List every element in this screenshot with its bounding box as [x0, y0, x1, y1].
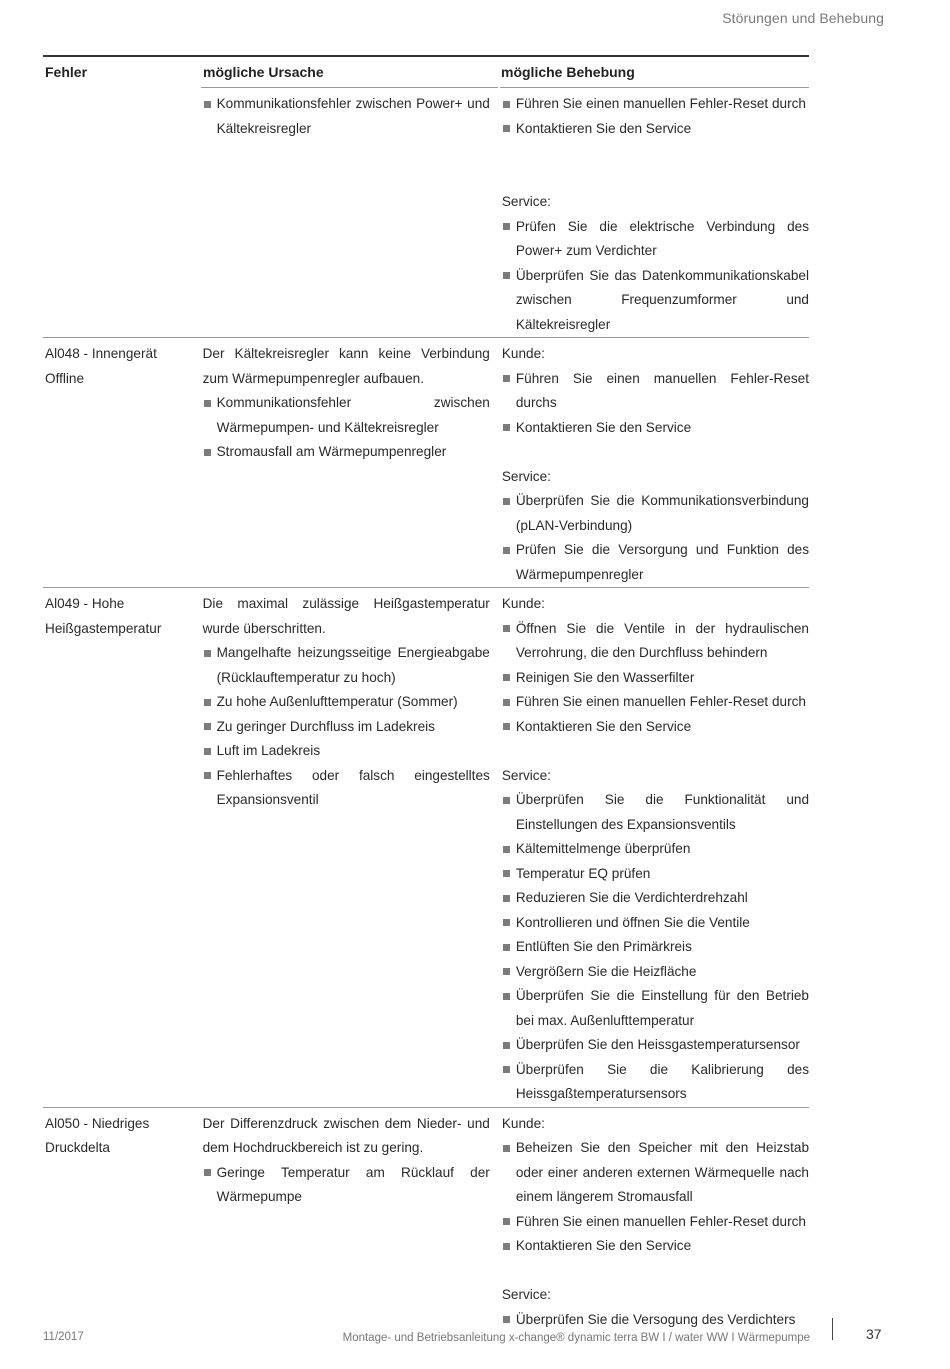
- list-item: Prüfen Sie die Versorgung und Funktion des Wärmepumpenregler: [502, 538, 809, 587]
- error-code: Al050 - Niedriges Druckdelta: [45, 1115, 150, 1155]
- list-item: Kältemittelmenge überprüfen: [502, 837, 809, 862]
- list-item: Reduzieren Sie die Verdichterdrehzahl: [502, 886, 809, 911]
- page-number: 37: [866, 1326, 882, 1342]
- list-item: Zu hohe Außenlufttemperatur (Sommer): [203, 690, 490, 715]
- footer-divider: [832, 1318, 833, 1340]
- list-item: Führen Sie einen manuellen Fehler-Reset durchs: [502, 367, 809, 416]
- customer-label: Kunde:: [501, 1115, 545, 1131]
- cause-cell: [201, 338, 498, 587]
- table-row: [43, 87, 809, 337]
- list-item: Öffnen Sie die Ventile in der hydraulischen Verrohrung, die den Durchfluss behindern: [502, 617, 809, 666]
- remedy-cell: [500, 338, 809, 587]
- list-item: Überprüfen Sie die Versogung des Verdichters: [502, 1308, 809, 1333]
- list-item: Vergrößern Sie die Heizfläche: [502, 960, 809, 985]
- list-item: Kontaktieren Sie den Service: [502, 117, 809, 142]
- service-label: Service:: [501, 1287, 551, 1302]
- section-title: Störungen und Behebung: [722, 10, 884, 26]
- remedy-cell: [500, 588, 809, 1107]
- service-label: Service:: [501, 194, 551, 209]
- list-item: Überprüfen Sie die Kalibrierung des Heissgaßtemperatursensors: [502, 1058, 809, 1107]
- table-row: [43, 1107, 809, 1333]
- customer-label: Kunde:: [501, 346, 545, 361]
- table-header: [43, 57, 809, 87]
- footer-title: Montage- und Betriebsanleitung x-change® dynamic terra BW I / water WW I Wärmepumpe: [342, 1332, 810, 1344]
- header-ursache: mögliche Ursache: [203, 63, 324, 80]
- customer-label: Kunde:: [501, 596, 545, 611]
- list-item: Führen Sie einen manuellen Fehler-Reset durch: [502, 1210, 809, 1235]
- list-item: Luft im Ladekreis: [203, 739, 490, 764]
- list-item: Kommunikationsfehler zwischen Wärmepumpen- und Kältekreisregler: [203, 391, 490, 440]
- list-item: Führen Sie einen manuellen Fehler-Reset durch: [502, 92, 809, 117]
- list-item: Prüfen Sie die elektrische Verbindung des Power+ zum Verdichter: [502, 215, 809, 264]
- cause-text: Der Kältekreisregler kann keine Verbindung zum Wärmepumpenregler aufbauen.: [202, 346, 490, 386]
- service-label: Service:: [501, 767, 551, 783]
- list-item: Fehlerhaftes oder falsch eingestelltes Expansionsventil: [203, 764, 490, 813]
- cause-text: Der Differenzdruck zwischen dem Nieder- und dem Hochdruckbereich ist zu gering.: [202, 1115, 490, 1155]
- list-item: Überprüfen Sie die Einstellung für den Betrieb bei max. Außenlufttemperatur: [502, 984, 809, 1033]
- cause-cell: [201, 87, 498, 337]
- table-row: [43, 587, 809, 1107]
- list-item: Kontaktieren Sie den Service: [502, 715, 809, 740]
- list-item: Kontaktieren Sie den Service: [502, 1234, 809, 1259]
- header-fehler: Fehler: [45, 63, 88, 80]
- list-item: Beheizen Sie den Speicher mit den Heizstab oder einer anderen externen Wärmequelle nach einem längerem Stromausfall: [502, 1136, 809, 1210]
- service-label: Service:: [501, 468, 551, 484]
- list-item: Führen Sie einen manuellen Fehler-Reset durch: [502, 690, 809, 715]
- list-item: Überprüfen Sie das Datenkommunikationskabel zwischen Frequenzumformer und Kältekreisregler: [502, 264, 809, 338]
- table-row: [43, 337, 809, 587]
- list-item: Kontrollieren und öffnen Sie die Ventile: [502, 911, 809, 936]
- cause-cell: [201, 588, 498, 1107]
- list-item: Reinigen Sie den Wasserfilter: [502, 666, 809, 691]
- fault-table: [43, 55, 809, 1332]
- error-code: Al048 - Innengerät Offline: [45, 346, 157, 386]
- list-item: Entlüften Sie den Primärkreis: [502, 935, 809, 960]
- list-item: Zu geringer Durchfluss im Ladekreis: [203, 715, 490, 740]
- cause-text: Die maximal zulässige Heißgastemperatur wurde überschritten.: [202, 596, 490, 636]
- list-item: Überprüfen Sie den Heissgastemperatursensor: [502, 1033, 809, 1058]
- list-item: Kommunikationsfehler zwischen Power+ und Kältekreisregler: [203, 92, 490, 141]
- error-code: Al049 - Hohe Heißgastemperatur: [45, 596, 162, 636]
- remedy-cell: [500, 1108, 809, 1333]
- list-item: Mangelhafte heizungsseitige Energieabgabe (Rücklauftemperatur zu hoch): [203, 641, 490, 690]
- footer-date: 11/2017: [43, 1331, 84, 1343]
- list-item: Stromausfall am Wärmepumpenregler: [203, 440, 490, 465]
- list-item: Überprüfen Sie die Funktionalität und Einstellungen des Expansionsventils: [502, 788, 809, 837]
- list-item: Kontaktieren Sie den Service: [502, 416, 809, 441]
- list-item: Geringe Temperatur am Rücklauf der Wärmepumpe: [203, 1161, 490, 1210]
- list-item: Temperatur EQ prüfen: [502, 862, 809, 887]
- remedy-cell: [500, 87, 809, 337]
- cause-cell: [201, 1108, 498, 1333]
- header-behebung: mögliche Behebung: [501, 63, 635, 80]
- list-item: Überprüfen Sie die Kommunikationsverbindung (pLAN-Verbindung): [502, 489, 809, 538]
